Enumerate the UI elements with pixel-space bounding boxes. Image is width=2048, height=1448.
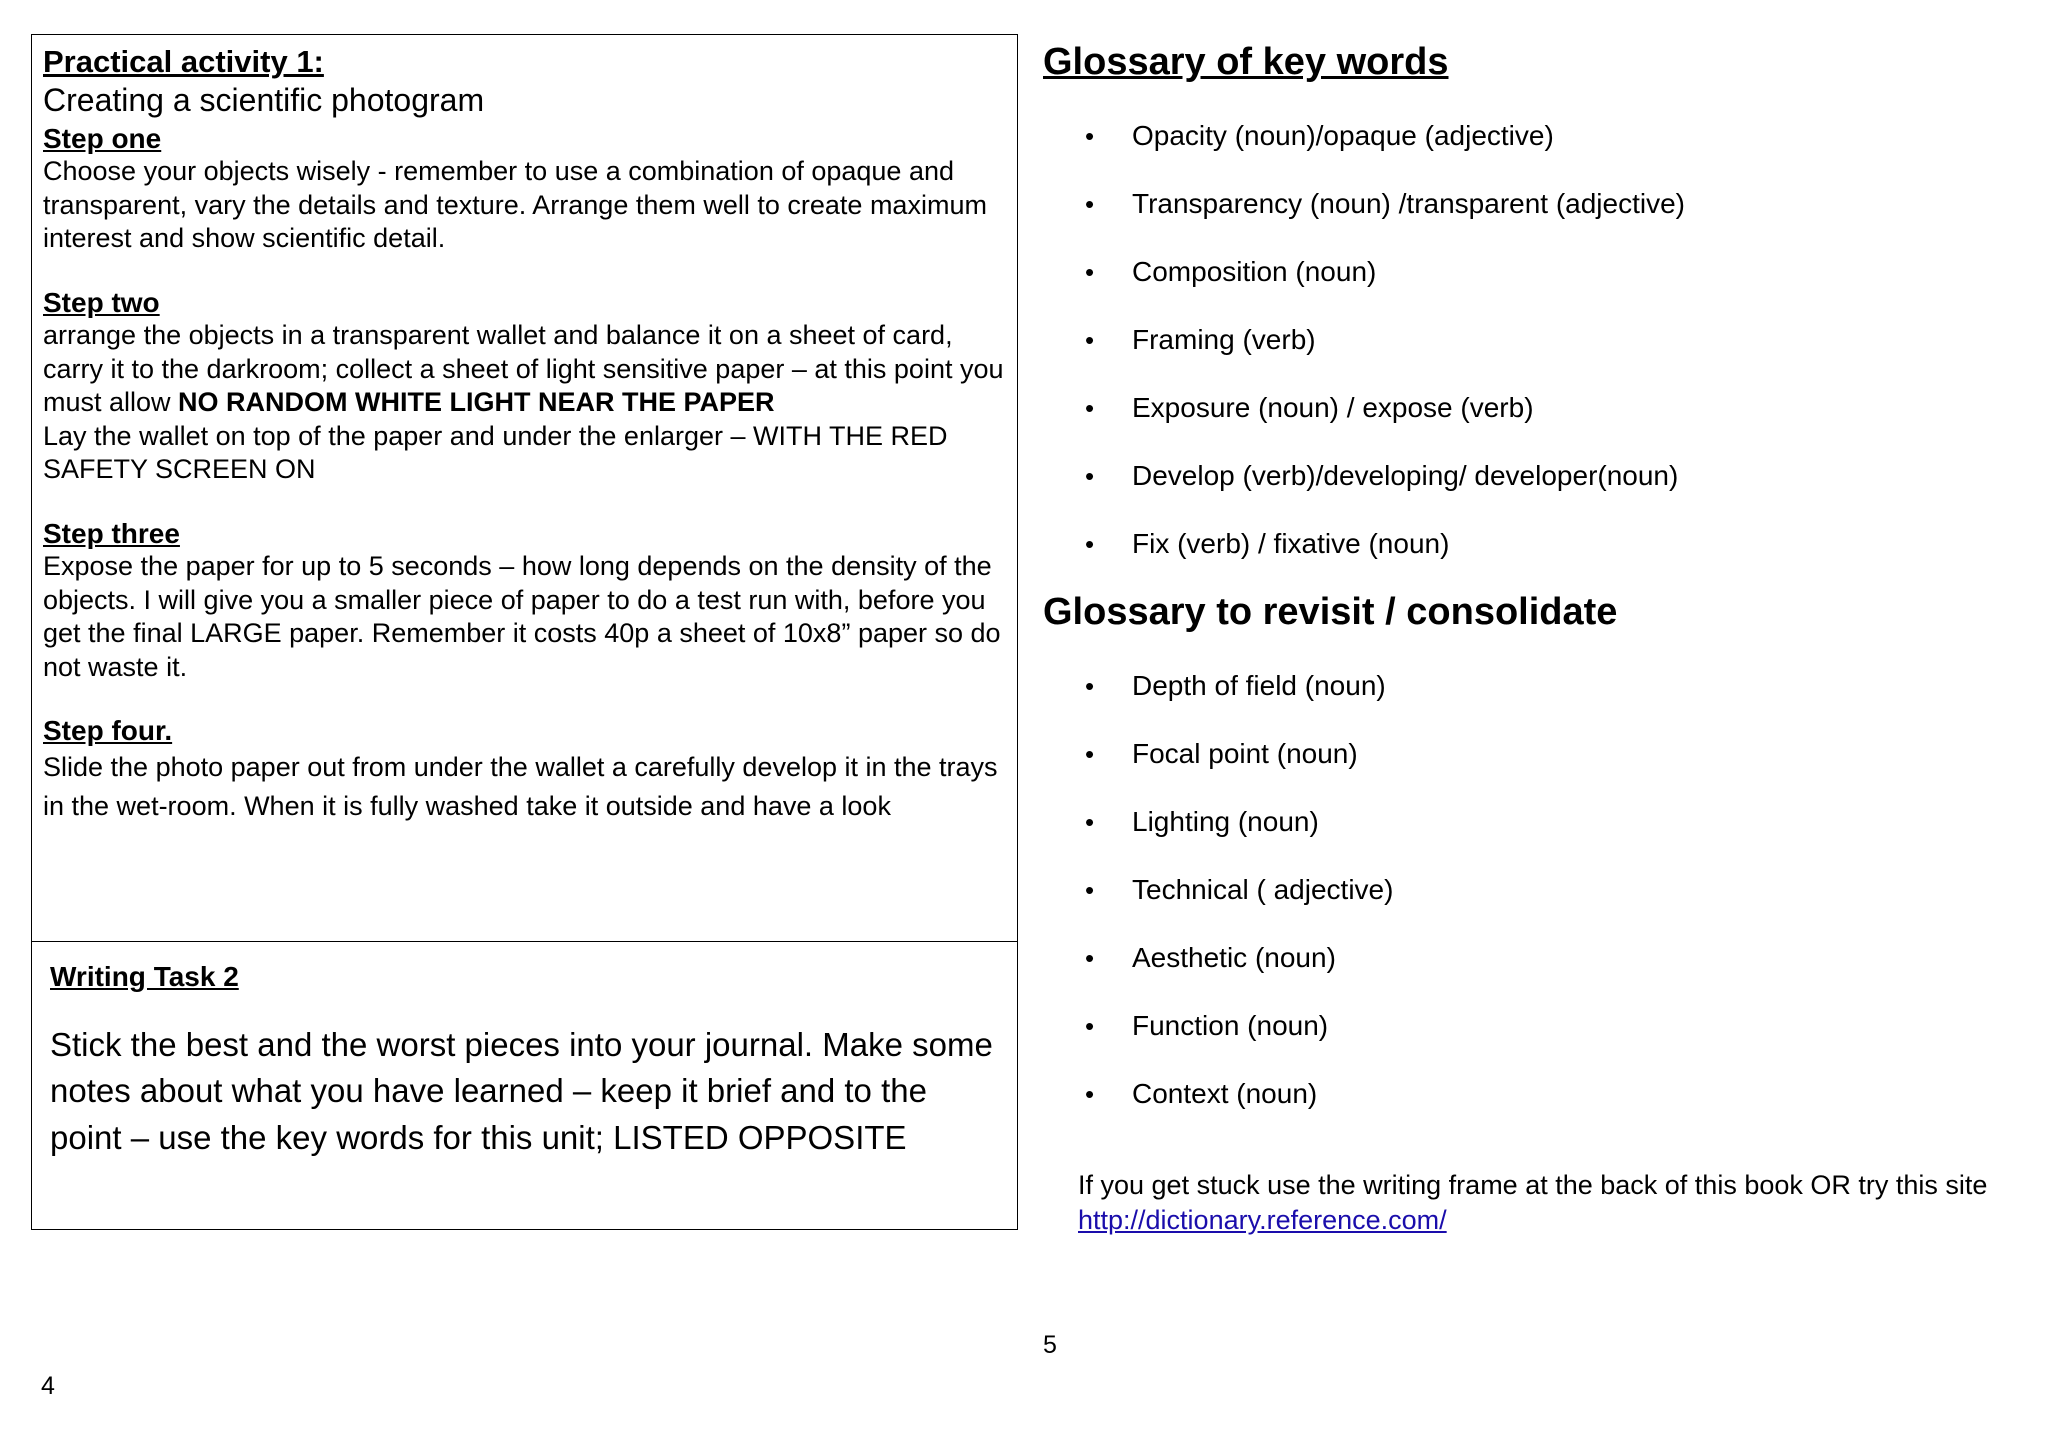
- glossary-term: Context (noun): [1132, 1078, 1318, 1109]
- step-four: [43, 714, 1005, 826]
- glossary-term: Opacity (noun)/opaque (adjective): [1132, 120, 1554, 151]
- list-item: [1085, 524, 1985, 592]
- bullet-icon: •: [1085, 189, 1095, 219]
- glossary-term: Develop (verb)/developing/ developer(noun): [1132, 460, 1679, 491]
- step-text-warning: NO RANDOM WHITE LIGHT NEAR THE PAPER: [178, 387, 775, 418]
- step-text: Expose the paper for up to 5 seconds – how long depends on the density of the objects. I will give you a smaller piece of paper to do a test run with, before you get the final LARGE paper. Remember it costs 40p a sheet of 10x8” paper so do not waste it.: [43, 551, 1001, 682]
- step-heading: Step four.: [43, 715, 173, 747]
- writing-task-text: Stick the best and the worst pieces into your journal. Make some notes about what you have learned – keep it brief and to the point – use the key words for this unit; LISTED OPPOSITE: [50, 1025, 993, 1157]
- glossary-term: Function (noun): [1132, 1010, 1329, 1041]
- bullet-icon: •: [1085, 1011, 1095, 1041]
- glossary-term: Framing (verb): [1132, 324, 1316, 355]
- bullet-icon: •: [1085, 461, 1095, 491]
- list-item: [1085, 802, 1985, 870]
- step-text: Choose your objects wisely - remember to use a combination of opaque and transparent, vary the details and texture. Arrange them well to create maximum interest and show scientific detail.: [43, 156, 987, 254]
- glossary-term: Composition (noun): [1132, 256, 1377, 287]
- glossary-term: Technical ( adjective): [1132, 874, 1394, 905]
- step-text: [43, 319, 1005, 419]
- glossary-revisit-title: Glossary to revisit / consolidate: [1043, 591, 1618, 633]
- glossary-term: Transparency (noun) /transparent (adjective): [1132, 188, 1685, 219]
- list-item: [1085, 870, 1985, 938]
- glossary-key-words-list: [1085, 116, 1985, 592]
- step-text: Slide the photo paper out from under the wallet a carefully develop it in the trays in the wet-room. When it is fully washed take it outside and have a look: [43, 751, 998, 822]
- bullet-icon: •: [1085, 257, 1095, 287]
- dictionary-link[interactable]: http://dictionary.reference.com/: [1078, 1204, 1447, 1235]
- help-note: [1078, 1168, 2008, 1237]
- step-three: [43, 517, 1005, 684]
- glossary-term: Lighting (noun): [1132, 806, 1319, 837]
- list-item: [1085, 252, 1985, 320]
- bullet-icon: •: [1085, 739, 1095, 769]
- step-text-plain: arrange the objects in a transparent wallet and balance it on a sheet of card, carry it to the darkroom; collect a sheet of light sensitive paper – at this point you must allow: [43, 320, 1004, 418]
- step-heading: Step three: [43, 517, 180, 549]
- step-heading: Step two: [43, 286, 160, 318]
- glossary-term: Depth of field (noun): [1132, 670, 1386, 701]
- list-item: [1085, 1074, 1985, 1142]
- bullet-icon: •: [1085, 393, 1095, 423]
- bullet-icon: •: [1085, 325, 1095, 355]
- activity-subtitle: Creating a scientific photogram: [43, 81, 485, 118]
- practical-activity-box: [31, 34, 1018, 942]
- step-heading: Step one: [43, 122, 162, 154]
- page-number-right: 5: [1043, 1331, 1057, 1359]
- glossary-term: Exposure (noun) / expose (verb): [1132, 392, 1534, 423]
- step-one: [43, 122, 1005, 256]
- list-item: [1085, 320, 1985, 388]
- list-item: [1085, 388, 1985, 456]
- list-item: [1085, 734, 1985, 802]
- page-number-left: 4: [41, 1372, 55, 1400]
- bullet-icon: •: [1085, 875, 1095, 905]
- glossary-term: Fix (verb) / fixative (noun): [1132, 528, 1450, 559]
- writing-task-title: Writing Task 2: [50, 961, 239, 992]
- activity-title: Practical activity 1:: [43, 44, 324, 79]
- glossary-key-words-title: Glossary of key words: [1043, 41, 1449, 83]
- bullet-icon: •: [1085, 807, 1095, 837]
- list-item: [1085, 1006, 1985, 1074]
- list-item: [1085, 116, 1985, 184]
- bullet-icon: •: [1085, 943, 1095, 973]
- glossary-revisit-list: [1085, 666, 1985, 1142]
- bullet-icon: •: [1085, 121, 1095, 151]
- list-item: [1085, 184, 1985, 252]
- bullet-icon: •: [1085, 671, 1095, 701]
- step-text-continued: Lay the wallet on top of the paper and under the enlarger – WITH THE RED SAFETY SCREEN ON: [43, 420, 948, 485]
- help-text: If you get stuck use the writing frame at the back of this book OR try this site: [1078, 1170, 1988, 1200]
- list-item: [1085, 666, 1985, 734]
- glossary-term: Aesthetic (noun): [1132, 942, 1336, 973]
- glossary-term: Focal point (noun): [1132, 738, 1358, 769]
- list-item: [1085, 938, 1985, 1006]
- step-two: [43, 286, 1005, 487]
- writing-task-box: [31, 941, 1018, 1230]
- bullet-icon: •: [1085, 529, 1095, 559]
- list-item: [1085, 456, 1985, 524]
- bullet-icon: •: [1085, 1079, 1095, 1109]
